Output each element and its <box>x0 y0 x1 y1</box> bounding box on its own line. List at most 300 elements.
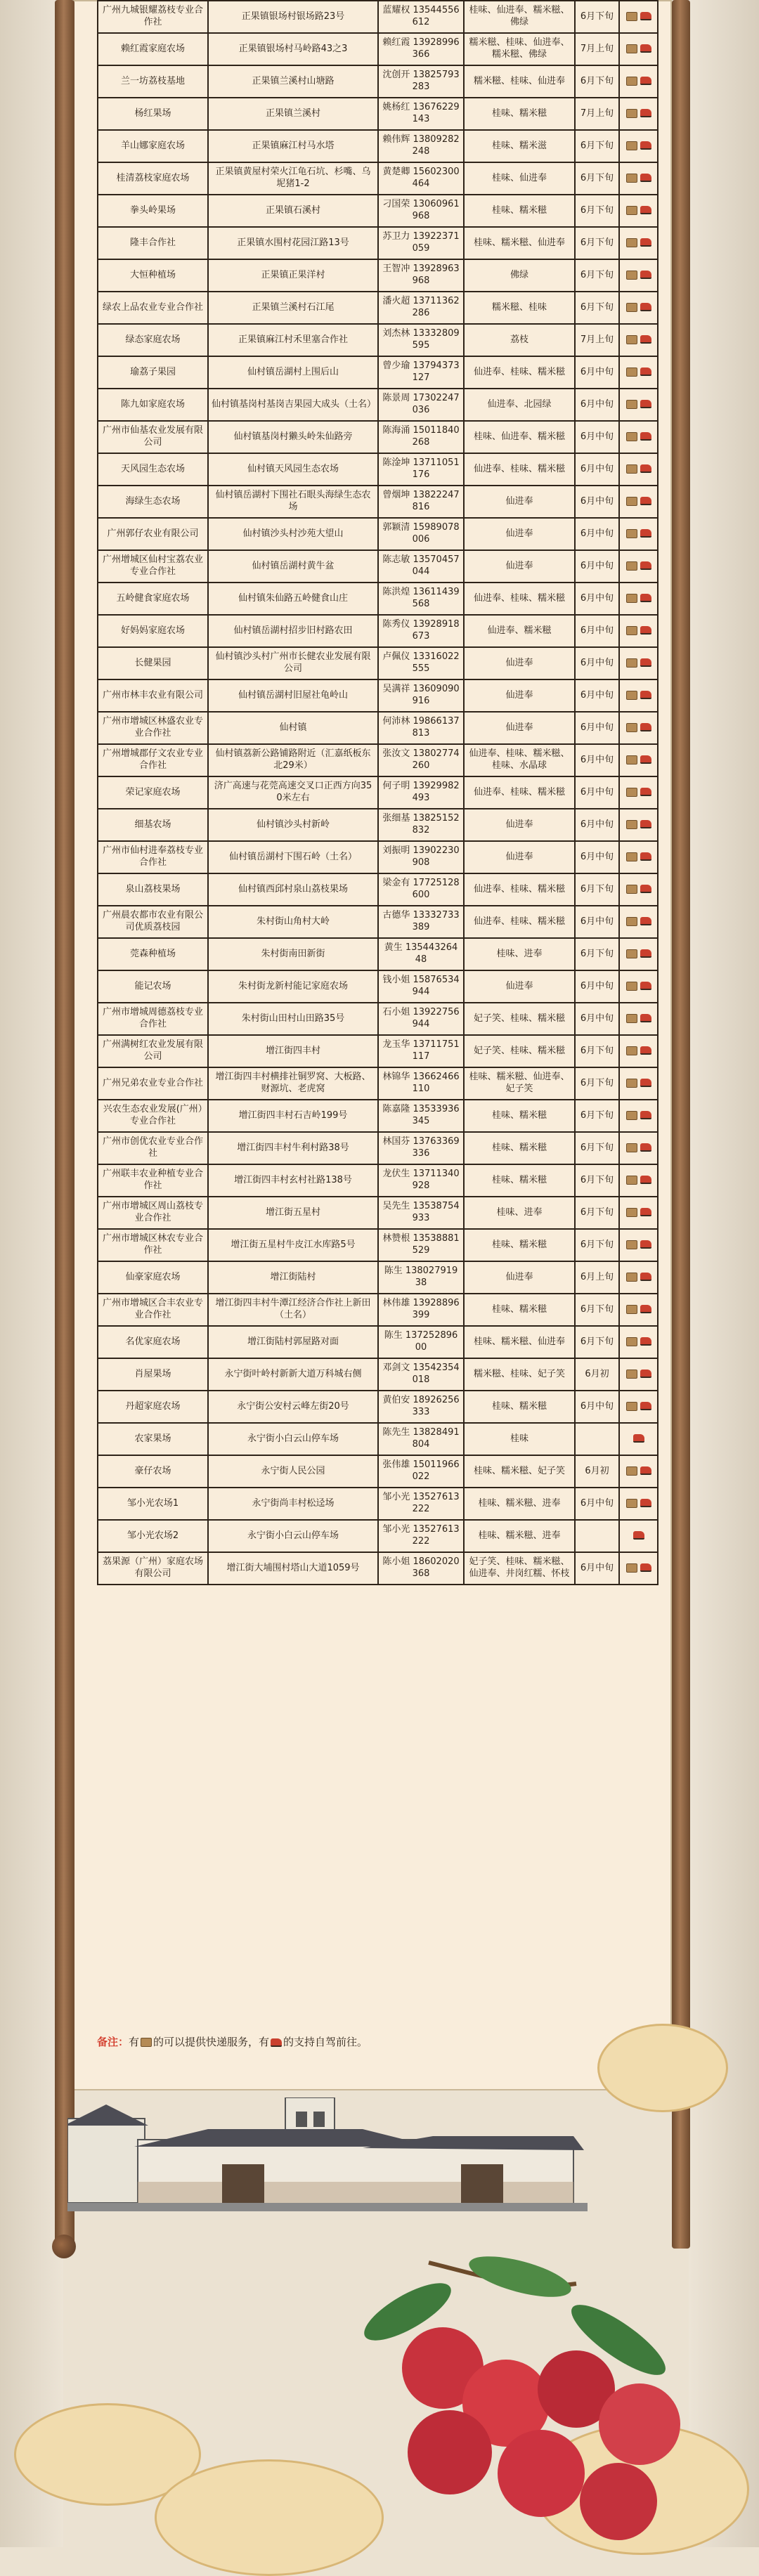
address-cell: 正果镇黄屋村荣火江龟石坑、杉嘴、乌坭猪1-2 <box>208 162 378 195</box>
variety-cell: 桂味、糯米糍 <box>464 98 575 130</box>
delivery-box-icon <box>626 917 637 926</box>
self-drive-car-icon <box>640 529 651 538</box>
farm-name-cell: 拳头岭果场 <box>98 195 208 227</box>
farm-name-cell: 广州市增城周德荔枝专业合作社 <box>98 1003 208 1035</box>
table-row <box>98 1455 658 1488</box>
ripening-date-cell <box>575 1423 619 1455</box>
delivery-box-icon <box>626 174 637 183</box>
lychee-illustration <box>344 2235 710 2544</box>
ancestral-hall-illustration <box>67 2097 588 2217</box>
address-cell: 正果镇银场村马岭路43之3 <box>208 33 378 65</box>
farm-name-cell: 农家果场 <box>98 1423 208 1455</box>
farm-name-cell: 好妈妈家庭农场 <box>98 615 208 647</box>
self-drive-car-icon <box>640 917 651 925</box>
farm-name-cell: 广州市创优农业专业合作社 <box>98 1132 208 1164</box>
self-drive-car-icon <box>640 982 651 990</box>
variety-cell: 桂味 <box>464 1423 575 1455</box>
farm-name-cell: 长健果园 <box>98 647 208 679</box>
address-cell: 仙村镇朱仙路五岭健食山庄 <box>208 583 378 615</box>
service-icons-cell <box>619 130 658 162</box>
service-icons-cell <box>619 906 658 938</box>
contact-cell: 陈海涌 15011840268 <box>378 421 464 453</box>
address-cell: 正果镇正果洋村 <box>208 259 378 292</box>
self-drive-car-icon <box>640 723 651 731</box>
variety-cell: 糯米糍、桂味、仙进奉、糯米糍、佛绿 <box>464 33 575 65</box>
address-cell: 仙村镇沙头村广州市长健农业发展有限公司 <box>208 647 378 679</box>
ripening-date-cell: 6月中旬 <box>575 647 619 679</box>
ripening-date-cell: 6月下旬 <box>575 1326 619 1358</box>
farm-name-cell: 杨红果场 <box>98 98 208 130</box>
ripening-date-cell <box>575 1520 619 1552</box>
background-left <box>0 0 63 2547</box>
ripening-date-cell: 6月中旬 <box>575 809 619 841</box>
footnote-text-b: 的可以提供快递服务，有 <box>153 2036 270 2048</box>
table-row <box>98 1520 658 1552</box>
contact-cell: 黄生 13544326448 <box>378 938 464 970</box>
service-icons-cell <box>619 486 658 518</box>
service-icons-cell <box>619 1455 658 1488</box>
address-cell: 永宁街人民公园 <box>208 1455 378 1488</box>
address-cell: 仙村镇荔新公路铺路附近（汇嘉纸板东北29米） <box>208 744 378 776</box>
ripening-date-cell: 7月上旬 <box>575 98 619 130</box>
delivery-box-icon <box>626 141 637 150</box>
service-icons-cell <box>619 33 658 65</box>
self-drive-car-icon <box>640 497 651 505</box>
address-cell: 仙村镇岳湖村下围社石眼头海绿生态农场 <box>208 486 378 518</box>
service-icons-cell <box>619 1358 658 1391</box>
scroll-rod-left <box>55 0 74 2249</box>
farm-name-cell: 天风园生态农场 <box>98 453 208 486</box>
table-row <box>98 33 658 65</box>
farm-table <box>97 0 659 1585</box>
delivery-box-icon <box>626 1079 637 1088</box>
variety-cell: 仙进奉、桂味、糯米糍 <box>464 356 575 389</box>
ripening-date-cell: 6月下旬 <box>575 227 619 259</box>
table-row <box>98 970 658 1003</box>
address-cell: 朱村街南田新街 <box>208 938 378 970</box>
variety-cell: 仙进奉、桂味、糯米糍 <box>464 873 575 906</box>
self-drive-car-icon <box>640 949 651 958</box>
self-drive-car-icon <box>640 1273 651 1281</box>
table-row <box>98 841 658 873</box>
delivery-box-icon <box>626 949 637 958</box>
contact-cell: 黄伯安 18926256333 <box>378 1391 464 1423</box>
farm-name-cell: 广州市仙村进奉荔枝专业合作社 <box>98 841 208 873</box>
service-icons-cell <box>619 1003 658 1035</box>
address-cell: 永宁街公安村云峰左街20号 <box>208 1391 378 1423</box>
table-row <box>98 1035 658 1067</box>
address-cell: 仙村镇基岗村獭头岭朱仙路旁 <box>208 421 378 453</box>
ripening-date-cell: 6月下旬 <box>575 259 619 292</box>
self-drive-car-icon <box>640 77 651 85</box>
service-icons-cell <box>619 259 658 292</box>
address-cell: 永宁街小白云山停车场 <box>208 1423 378 1455</box>
ripening-date-cell: 6月中旬 <box>575 583 619 615</box>
contact-cell: 沈创开 13825793283 <box>378 65 464 98</box>
farm-name-cell: 细基农场 <box>98 809 208 841</box>
delivery-box-icon <box>626 529 637 538</box>
self-drive-car-icon <box>640 174 651 182</box>
address-cell: 增江街陆村郭屋路对面 <box>208 1326 378 1358</box>
contact-cell: 陈生 13802791938 <box>378 1261 464 1294</box>
service-icons-cell <box>619 679 658 712</box>
table-row <box>98 873 658 906</box>
self-drive-car-icon <box>640 367 651 376</box>
table-row <box>98 130 658 162</box>
delivery-box-icon <box>626 1305 637 1314</box>
variety-cell: 仙进奉 <box>464 550 575 583</box>
contact-cell: 邓剑文 13542354018 <box>378 1358 464 1391</box>
farm-name-cell: 五岭健食家庭农场 <box>98 583 208 615</box>
self-drive-car-icon <box>271 2038 282 2047</box>
contact-cell: 陈先生 13828491804 <box>378 1423 464 1455</box>
self-drive-car-icon <box>640 1466 651 1475</box>
ripening-date-cell: 6月中旬 <box>575 906 619 938</box>
variety-cell: 仙进奉 <box>464 809 575 841</box>
table-row <box>98 906 658 938</box>
table-row <box>98 1552 658 1585</box>
ripening-date-cell: 6月中旬 <box>575 1488 619 1520</box>
farm-name-cell: 仙豪家庭农场 <box>98 1261 208 1294</box>
ripening-date-cell: 6月中旬 <box>575 421 619 453</box>
variety-cell: 桂味、糯米糍、仙进奉 <box>464 227 575 259</box>
farm-name-cell: 广州郭仔农业有限公司 <box>98 518 208 550</box>
delivery-box-icon <box>626 1402 637 1411</box>
address-cell: 正果镇兰溪村石江尾 <box>208 292 378 324</box>
farm-name-cell: 广州市增城区林农专业合作社 <box>98 1229 208 1261</box>
variety-cell: 仙进奉、桂味、糯米糍 <box>464 583 575 615</box>
variety-cell: 糯米糍、桂味、妃子笑 <box>464 1358 575 1391</box>
contact-cell: 吴满祥 13609090916 <box>378 679 464 712</box>
ripening-date-cell: 6月初 <box>575 1455 619 1488</box>
delivery-box-icon <box>626 1466 637 1476</box>
farm-name-cell: 荣记家庭农场 <box>98 776 208 809</box>
farm-name-cell: 广州九城银耀荔枝专业合作社 <box>98 1 208 33</box>
contact-cell: 王智冲 13928963968 <box>378 259 464 292</box>
delivery-box-icon <box>626 1273 637 1282</box>
service-icons-cell <box>619 1391 658 1423</box>
variety-cell: 桂味、糯米滋 <box>464 130 575 162</box>
self-drive-car-icon <box>640 561 651 570</box>
self-drive-car-icon <box>640 820 651 828</box>
table-row <box>98 453 658 486</box>
table-row <box>98 1423 658 1455</box>
service-icons-cell <box>619 809 658 841</box>
table-row <box>98 324 658 356</box>
farm-name-cell: 兴农生态农业发展(广州）专业合作社 <box>98 1100 208 1132</box>
table-row <box>98 809 658 841</box>
variety-cell: 荔枝 <box>464 324 575 356</box>
contact-cell: 陈生 13725289600 <box>378 1326 464 1358</box>
self-drive-car-icon <box>640 1176 651 1184</box>
address-cell: 正果镇水围村花园江路13号 <box>208 227 378 259</box>
variety-cell: 仙进奉、桂味、糯米糍 <box>464 906 575 938</box>
farm-name-cell: 名优家庭农场 <box>98 1326 208 1358</box>
service-icons-cell <box>619 453 658 486</box>
service-icons-cell <box>619 518 658 550</box>
ripening-date-cell: 6月中旬 <box>575 1552 619 1585</box>
variety-cell: 糯米糍、桂味、仙进奉 <box>464 65 575 98</box>
delivery-box-icon <box>626 1208 637 1217</box>
table-row <box>98 712 658 744</box>
ripening-date-cell: 6月中旬 <box>575 679 619 712</box>
variety-cell: 桂味、仙进奉、糯米糍、佛绿 <box>464 1 575 33</box>
address-cell: 仙村镇天风园生态农场 <box>208 453 378 486</box>
contact-cell: 张伟雄 15011966022 <box>378 1455 464 1488</box>
self-drive-car-icon <box>640 432 651 441</box>
contact-cell: 龙伏生 13711340928 <box>378 1164 464 1197</box>
address-cell: 永宁街小白云山停车场 <box>208 1520 378 1552</box>
contact-cell: 黄楚卿 15602300464 <box>378 162 464 195</box>
service-icons-cell <box>619 1035 658 1067</box>
contact-cell: 赖伟辉 13809282248 <box>378 130 464 162</box>
ripening-date-cell: 6月下旬 <box>575 1067 619 1100</box>
ripening-date-cell: 6月中旬 <box>575 486 619 518</box>
table-row <box>98 550 658 583</box>
delivery-box-icon <box>626 820 637 829</box>
address-cell: 正果镇银场村银场路23号 <box>208 1 378 33</box>
farm-name-cell: 莞森种植场 <box>98 938 208 970</box>
contact-cell: 古德华 13332733389 <box>378 906 464 938</box>
table-row <box>98 65 658 98</box>
table-row <box>98 1326 658 1358</box>
contact-cell: 刘杰林 13332809595 <box>378 324 464 356</box>
contact-cell: 张汝文 13802774260 <box>378 744 464 776</box>
contact-cell: 龙玉华 13711751117 <box>378 1035 464 1067</box>
delivery-box-icon <box>626 1046 637 1055</box>
farm-name-cell: 荔果源（广州）家庭农场有限公司 <box>98 1552 208 1585</box>
footnote <box>97 2034 652 2049</box>
farm-name-cell: 大恒种植场 <box>98 259 208 292</box>
self-drive-car-icon <box>640 1046 651 1055</box>
delivery-box-icon <box>626 561 637 571</box>
table-row <box>98 292 658 324</box>
service-icons-cell <box>619 776 658 809</box>
address-cell: 正果镇兰溪村 <box>208 98 378 130</box>
background-right <box>689 0 759 2547</box>
ripening-date-cell: 6月中旬 <box>575 841 619 873</box>
ripening-date-cell: 6月下旬 <box>575 65 619 98</box>
farm-name-cell: 丹超家庭农场 <box>98 1391 208 1423</box>
delivery-box-icon <box>626 626 637 635</box>
scroll-rod-knob-left <box>52 2235 76 2258</box>
ripening-date-cell: 6月下旬 <box>575 1132 619 1164</box>
address-cell: 增江街陆村 <box>208 1261 378 1294</box>
ripening-date-cell: 6月中旬 <box>575 518 619 550</box>
address-cell: 仙村镇西邱村泉山荔枝果场 <box>208 873 378 906</box>
farm-name-cell: 陈九如家庭农场 <box>98 389 208 421</box>
address-cell: 仙村镇岳湖村下围石岭（土名） <box>208 841 378 873</box>
service-icons-cell <box>619 389 658 421</box>
self-drive-car-icon <box>640 303 651 311</box>
service-icons-cell <box>619 583 658 615</box>
delivery-box-icon <box>626 1176 637 1185</box>
farm-name-cell: 赖红霞家庭农场 <box>98 33 208 65</box>
delivery-box-icon <box>626 1014 637 1023</box>
self-drive-car-icon <box>640 238 651 247</box>
farm-name-cell: 广州联丰农业种植专业合作社 <box>98 1164 208 1197</box>
contact-cell: 梁金有 17725128600 <box>378 873 464 906</box>
self-drive-car-icon <box>633 1434 644 1443</box>
self-drive-car-icon <box>640 1305 651 1313</box>
footnote-text-a: 有 <box>129 2036 140 2048</box>
variety-cell: 桂味、糯米糍、妃子笑 <box>464 1455 575 1488</box>
table-row <box>98 421 658 453</box>
ripening-date-cell: 6月中旬 <box>575 776 619 809</box>
address-cell: 仙村镇岳湖村上围后山 <box>208 356 378 389</box>
ripening-date-cell: 6月下旬 <box>575 292 619 324</box>
table-row <box>98 1197 658 1229</box>
table-row <box>98 679 658 712</box>
service-icons-cell <box>619 1520 658 1552</box>
variety-cell: 仙进奉、桂味、糯米糍、桂味、水晶球 <box>464 744 575 776</box>
ripening-date-cell: 7月上旬 <box>575 33 619 65</box>
ripening-date-cell: 6月中旬 <box>575 356 619 389</box>
variety-cell: 仙进奉 <box>464 1261 575 1294</box>
variety-cell: 桂味、糯米糍 <box>464 1294 575 1326</box>
service-icons-cell <box>619 324 658 356</box>
self-drive-car-icon <box>640 206 651 214</box>
delivery-box-icon <box>626 1240 637 1249</box>
table-row <box>98 744 658 776</box>
delivery-box-icon <box>626 367 637 377</box>
service-icons-cell <box>619 1488 658 1520</box>
footnote-label: 备注： <box>97 2036 129 2048</box>
table-row <box>98 1 658 33</box>
service-icons-cell <box>619 65 658 98</box>
contact-cell: 赖红霞 13928996366 <box>378 33 464 65</box>
address-cell: 增江街四丰村石吉岭199号 <box>208 1100 378 1132</box>
self-drive-car-icon <box>640 885 651 893</box>
self-drive-car-icon <box>640 594 651 602</box>
variety-cell: 仙进奉 <box>464 647 575 679</box>
service-icons-cell <box>619 1294 658 1326</box>
variety-cell: 桂味、糯米糍、进奉 <box>464 1488 575 1520</box>
address-cell: 仙村镇 <box>208 712 378 744</box>
ripening-date-cell: 6月下旬 <box>575 1164 619 1197</box>
service-icons-cell <box>619 421 658 453</box>
farm-name-cell: 广州市仙基农业发展有限公司 <box>98 421 208 453</box>
self-drive-car-icon <box>640 658 651 667</box>
ripening-date-cell: 6月下旬 <box>575 938 619 970</box>
delivery-box-icon <box>626 885 637 894</box>
variety-cell: 桂味、仙进奉、糯米糍 <box>464 421 575 453</box>
variety-cell: 仙进奉、北园绿 <box>464 389 575 421</box>
delivery-box-icon <box>626 335 637 344</box>
table-row <box>98 1100 658 1132</box>
contact-cell: 刁国荣 13060961968 <box>378 195 464 227</box>
self-drive-car-icon <box>640 44 651 53</box>
self-drive-car-icon <box>640 1370 651 1378</box>
service-icons-cell <box>619 227 658 259</box>
self-drive-car-icon <box>640 1079 651 1087</box>
contact-cell: 曾少瑜 13794373127 <box>378 356 464 389</box>
service-icons-cell <box>619 938 658 970</box>
contact-cell: 刘振明 13902230908 <box>378 841 464 873</box>
address-cell: 正果镇麻江村马水塔 <box>208 130 378 162</box>
address-cell: 朱村街山角村大岭 <box>208 906 378 938</box>
ripening-date-cell: 6月初 <box>575 1358 619 1391</box>
delivery-box-icon <box>626 432 637 441</box>
delivery-box-icon <box>626 12 637 21</box>
self-drive-car-icon <box>640 1143 651 1152</box>
self-drive-car-icon <box>640 1014 651 1022</box>
service-icons-cell <box>619 841 658 873</box>
service-icons-cell <box>619 744 658 776</box>
address-cell: 增江街四丰村横排社铜罗窝、大板路、财源坑、老虎窝 <box>208 1067 378 1100</box>
contact-cell: 邹小光 13527613222 <box>378 1488 464 1520</box>
address-cell: 增江街五星村 <box>208 1197 378 1229</box>
variety-cell: 桂味、糯米糍、进奉 <box>464 1520 575 1552</box>
delivery-box-icon <box>626 658 637 668</box>
table-row <box>98 1391 658 1423</box>
variety-cell: 仙进奉 <box>464 679 575 712</box>
farm-name-cell: 绿农上品农业专业合作社 <box>98 292 208 324</box>
contact-cell: 钱小姐 15876534944 <box>378 970 464 1003</box>
address-cell: 仙村镇沙头村新岭 <box>208 809 378 841</box>
ripening-date-cell: 6月下旬 <box>575 873 619 906</box>
delivery-box-icon <box>141 2038 152 2047</box>
table-row <box>98 1229 658 1261</box>
ripening-date-cell: 6月中旬 <box>575 744 619 776</box>
table-row <box>98 776 658 809</box>
table-row <box>98 98 658 130</box>
table-row <box>98 583 658 615</box>
self-drive-car-icon <box>640 1111 651 1119</box>
variety-cell: 仙进奉 <box>464 970 575 1003</box>
farm-name-cell: 广州市增城区周山荔枝专业合作社 <box>98 1197 208 1229</box>
delivery-box-icon <box>626 723 637 732</box>
service-icons-cell <box>619 98 658 130</box>
contact-cell: 何子明 13929982493 <box>378 776 464 809</box>
farm-name-cell: 泉山荔枝果场 <box>98 873 208 906</box>
contact-cell: 郭颖清 15989078006 <box>378 518 464 550</box>
delivery-box-icon <box>626 497 637 506</box>
variety-cell: 桂味、糯米糍 <box>464 1100 575 1132</box>
address-cell: 朱村街山田村山田路35号 <box>208 1003 378 1035</box>
ripening-date-cell: 6月下旬 <box>575 1 619 33</box>
delivery-box-icon <box>626 691 637 700</box>
service-icons-cell <box>619 1229 658 1261</box>
ripening-date-cell: 6月中旬 <box>575 453 619 486</box>
table-row <box>98 938 658 970</box>
scroll-rod-right <box>672 0 690 2249</box>
service-icons-cell <box>619 1423 658 1455</box>
contact-cell: 石小姐 13922756944 <box>378 1003 464 1035</box>
farm-name-cell: 广州晨农都市农业有限公司优质荔枝园 <box>98 906 208 938</box>
delivery-box-icon <box>626 1563 637 1573</box>
farm-name-cell: 桂清荔枝家庭农场 <box>98 162 208 195</box>
service-icons-cell <box>619 1132 658 1164</box>
variety-cell: 桂味、进奉 <box>464 938 575 970</box>
contact-cell: 张细基 13825152832 <box>378 809 464 841</box>
ripening-date-cell: 6月下旬 <box>575 162 619 195</box>
self-drive-car-icon <box>640 400 651 408</box>
ripening-date-cell: 6月下旬 <box>575 1100 619 1132</box>
delivery-box-icon <box>626 1370 637 1379</box>
self-drive-car-icon <box>640 335 651 344</box>
farm-name-cell: 兰一坊荔枝基地 <box>98 65 208 98</box>
service-icons-cell <box>619 712 658 744</box>
table-row <box>98 1261 658 1294</box>
contact-cell: 何沛林 19866137813 <box>378 712 464 744</box>
table-row <box>98 518 658 550</box>
address-cell: 仙村镇岳湖村招步旧村路农田 <box>208 615 378 647</box>
table-row <box>98 1488 658 1520</box>
farm-name-cell: 豪仔农场 <box>98 1455 208 1488</box>
service-icons-cell <box>619 1261 658 1294</box>
farm-name-cell: 羊山娜家庭农场 <box>98 130 208 162</box>
